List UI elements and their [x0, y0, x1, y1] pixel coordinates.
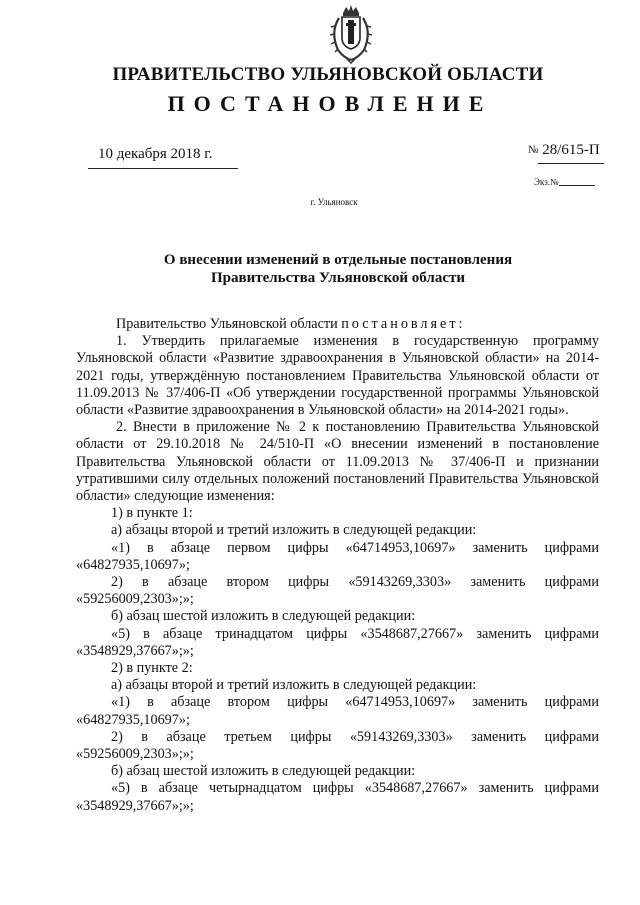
- list-item: 1) в пункте 1:: [111, 505, 193, 522]
- copy-blank: [559, 177, 595, 186]
- list-item: 2) в пункте 2:: [111, 660, 193, 677]
- list-item: 2) в абзаце третьем цифры «59143269,3303» заменить цифрами «59256009,2303»;»;: [76, 728, 599, 763]
- copy-label: Экз.№: [534, 177, 559, 187]
- decree-number: 28/615-П: [542, 142, 600, 158]
- intro-subject: Правительство Ульяновской области: [116, 316, 338, 332]
- list-item: «5) в абзаце четырнадцатом цифры «3548687,27667» заменить цифрами «3548929,37667»;»;: [76, 780, 599, 814]
- decree-number-block: [528, 142, 600, 159]
- list-item: «1) в абзаце втором цифры «64714953,10697» заменить цифрами «64827935,10697»;: [76, 694, 599, 728]
- intro-verb: постановляет:: [341, 316, 466, 332]
- document-body: [76, 316, 599, 815]
- decree-date: 10 декабря 2018 г.: [98, 146, 213, 162]
- list-item: б) абзац шестой изложить в следующей редакции:: [111, 763, 416, 780]
- government-name: ПРАВИТЕЛЬСТВО УЛЬЯНОВСКОЙ ОБЛАСТИ: [112, 64, 544, 85]
- date-underline: [88, 168, 238, 169]
- list-item: «5) в абзаце тринадцатом цифры «3548687,27667» заменить цифрами «3548929,37667»;»;: [76, 625, 599, 659]
- intro-paragraph: [76, 316, 599, 333]
- document-type: ПОСТАНОВЛЕНИЕ: [167, 91, 493, 116]
- title-line-1: О внесении изменений в отдельные постановления: [163, 252, 513, 268]
- list-item: б) абзац шестой изложить в следующей редакции:: [111, 608, 416, 625]
- list-item: а) абзацы второй и третий изложить в следующей редакции:: [111, 677, 477, 694]
- coat-of-arms-icon: [326, 4, 376, 64]
- list-item: «1) в абзаце первом цифры «64714953,10697» заменить цифрами «64827935,10697»;: [76, 539, 599, 573]
- document-title: [18, 251, 640, 287]
- number-underline: [538, 163, 604, 164]
- list-item: 2) в абзаце втором цифры «59143269,3303» заменить цифрами «59256009,2303»;»;: [76, 574, 599, 608]
- city: г. Ульяновск: [310, 197, 358, 207]
- list-item: а) абзацы второй и третий изложить в следующей редакции:: [111, 522, 477, 539]
- paragraph-1: 1. Утвердить прилагаемые изменения в государственную программу Ульяновской области «Развитие здравоохранения в Ульяновской области» на 2014-2021 годы, утверждённую постановлением Правительства Ульяновской области от 11.09.2013 № 37/406-П «Об утверждении государственной программы Ульяновской области «Развитие здравоохранения в Ульяновской области» на 2014-2021 годы».: [76, 333, 599, 419]
- paragraph-2: 2. Внести в приложение № 2 к постановлению Правительства Ульяновской области от 29.10.2018 № 24/510-П «О внесении изменений в постановление Правительства Ульяновской области от 11.09.2013 № 37/406-П и признании утратившими силу отдельных положений постановлений Правительства Ульяновской области» следующие изменения:: [76, 419, 599, 505]
- copy-number: [534, 177, 595, 187]
- number-sign: №: [528, 144, 539, 156]
- title-line-2: Правительства Ульяновской области: [210, 270, 466, 286]
